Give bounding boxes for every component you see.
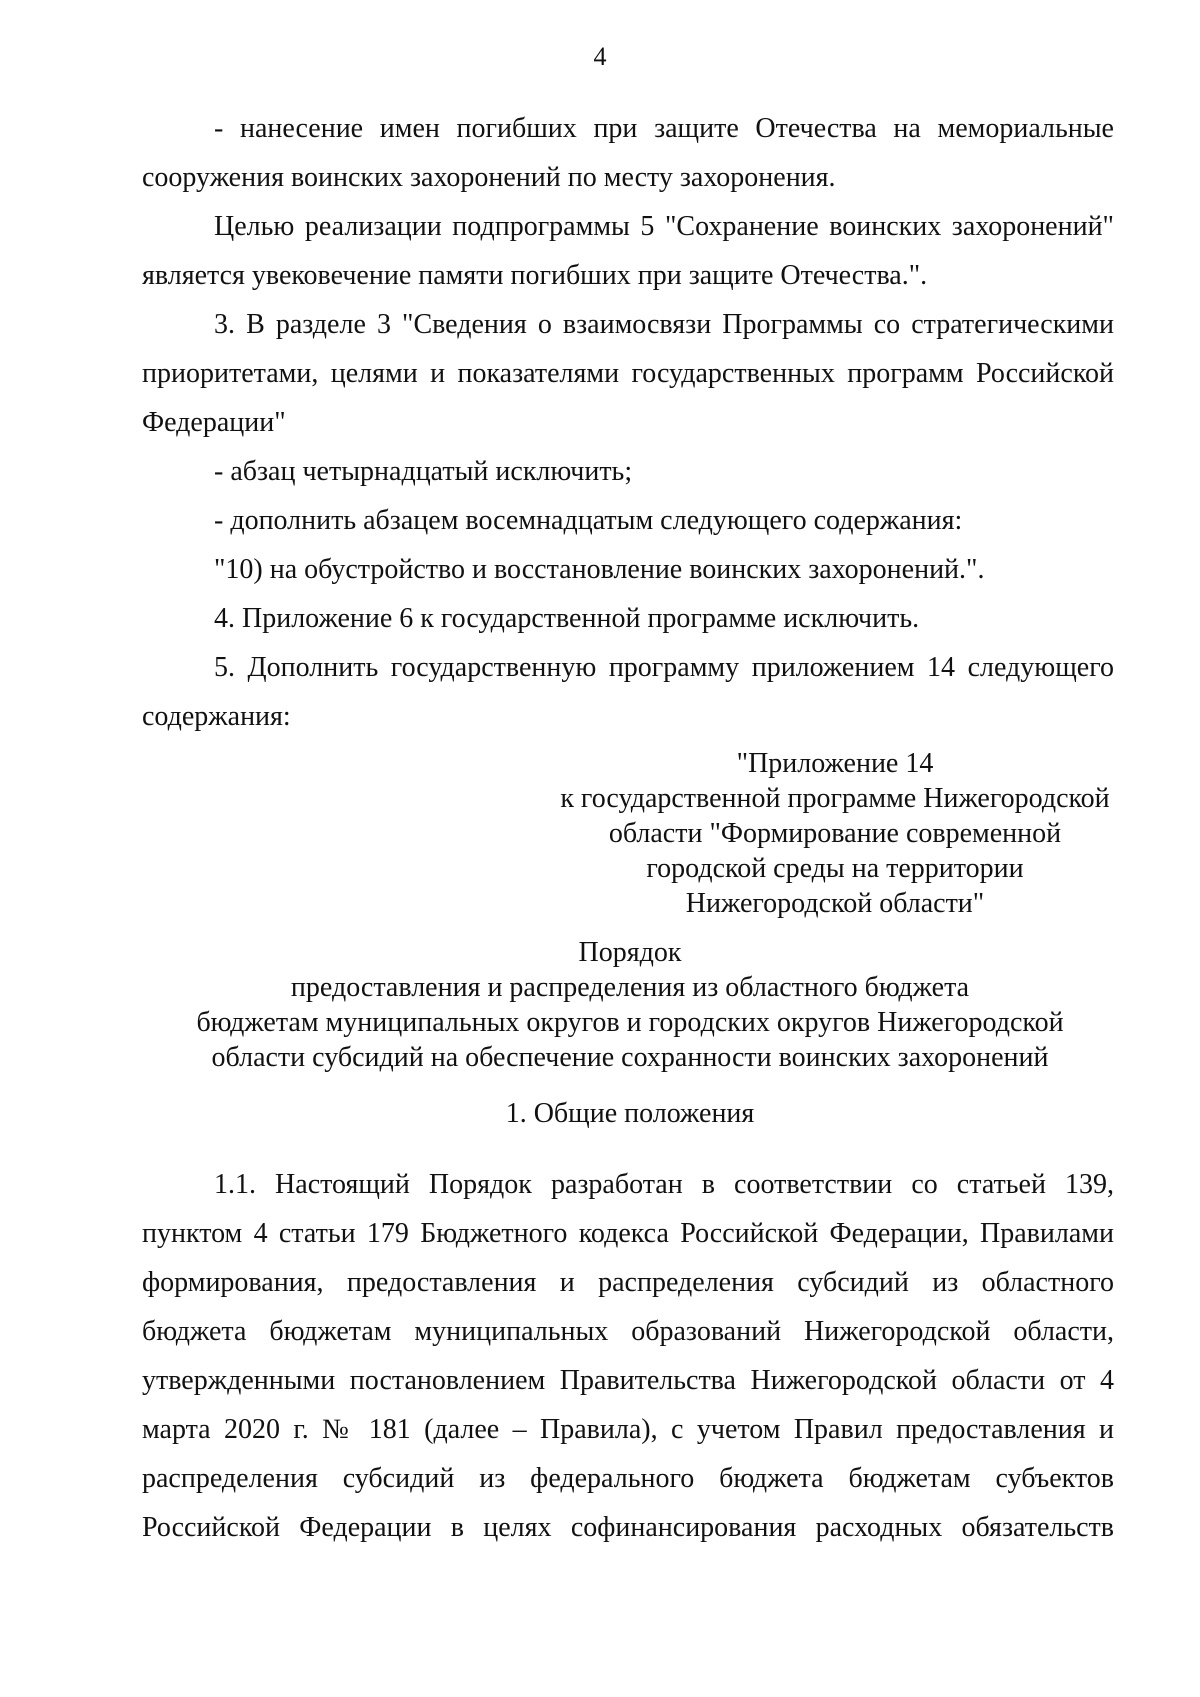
paragraph: - дополнить абзацем восемнадцатым следующего содержания: — [214, 505, 963, 536]
appendix-header-line: Нижегородской области" — [685, 888, 985, 919]
title-line: бюджетам муниципальных округов и городских округов Нижегородской — [196, 1007, 1064, 1038]
paragraph: 4. Приложение 6 к государственной программе исключить. — [214, 603, 920, 634]
paragraph: - абзац четырнадцатый исключить; — [214, 456, 633, 487]
section-text-block — [142, 1160, 1114, 1552]
intro-text-block — [142, 104, 1114, 741]
title-line: Порядок — [578, 937, 682, 968]
appendix-header-line: области "Формирование современной — [608, 818, 1062, 849]
title-line: области субсидий на обеспечение сохранности воинских захоронений — [211, 1042, 1049, 1073]
title-line: предоставления и распределения из областного бюджета — [290, 972, 970, 1003]
appendix-header-line: "Приложение 14 — [736, 748, 934, 779]
section-heading: 1. Общие положения — [505, 1098, 755, 1129]
paragraph: 1.1. Настоящий Порядок разработан в соответствии со статьей 139, пунктом 4 статьи 179 Бюджетного кодекса Российской Федерации, Правилами формирования, предоставления и распределения субсидий из областного бюджета бюджетам муниципальных образований Нижегородской области, утвержденными постановлением Правительства Нижегородской области от 4 марта 2020 г. № 181 (далее – Правила), с учетом Правил предоставления и распределения субсидий из федерального бюджета бюджетам субъектов Российской Федерации в целях софинансирования расходных обязательств — [142, 1169, 1114, 1543]
appendix-header-line: к государственной программе Нижегородской — [560, 783, 1110, 814]
paragraph: 3. В разделе 3 "Сведения о взаимосвязи Программы со стратегическими приоритетами, целями и показателями государственных программ Российской Федерации" — [142, 309, 1114, 438]
page-number: 4 — [593, 42, 607, 71]
paragraph: - нанесение имен погибших при защите Отечества на мемориальные сооружения воинских захоронений по месту захоронения. — [142, 113, 1114, 193]
paragraph: "10) на обустройство и восстановление воинских захоронений.". — [214, 554, 985, 585]
paragraph: Целью реализации подпрограммы 5 "Сохранение воинских захоронений" является увековечение памяти погибших при защите Отечества.". — [142, 211, 1114, 291]
paragraph: 5. Дополнить государственную программу приложением 14 следующего содержания: — [142, 652, 1114, 732]
appendix-header-line: городской среды на территории — [646, 853, 1024, 884]
appendix-header — [540, 746, 1130, 921]
document-title — [100, 935, 1160, 1075]
